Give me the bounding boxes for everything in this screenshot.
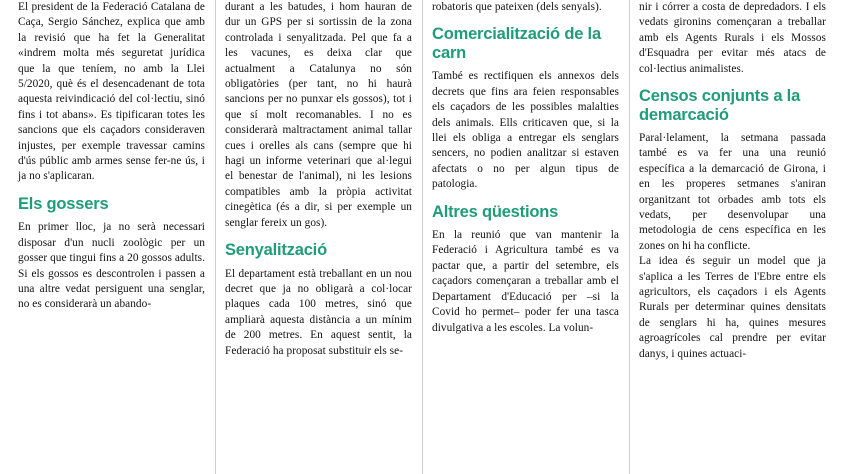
paragraph: En primer lloc, ja no serà necessari disposar d'un nucli zoològic per un gosser que tingui fins a 20 gossos adults. Si els gossos es descontrolen i passen a una altre vedat persiguent una senglar, no es considerarà un abando-	[18, 221, 205, 311]
paragraph: nir i córrer a costa de depredadors. I els vedats gironins començaran a treballar amb els Agents Rurals i els Mossos d'Esquadra per evitar més atacs de col·lectius animalistes.	[639, 1, 826, 75]
paragraph: durant a les batudes, i hom hauran de dur un GPS per si sortissin de la zona controlada i senyalitzada. Pel que fa a les vacunes, es deixa clar que actualment a Catalunya no són obligatòries (per tant, no hi haurà sancions per no punxar els gossos), tot i que sí molt recomanables. I no es considerarà maltractament animal tallar cues i orelles als cans (sempre que hi hagi un informe veterinari que al·legui el benestar de l'animal), ni les lesions compatibles amb la pròpia activitat cinegètica (és a dir, si per exemple un senglar fereix un gos).	[225, 1, 412, 229]
article-column-1	[8, 0, 215, 474]
section-heading-senyalitzacio: Senyalització	[225, 241, 327, 260]
section-heading-els-gossers: Els gossers	[18, 194, 109, 213]
paragraph: En la reunió que van mantenir la Federació i Agricultura també es va pactar que, a partir del setembre, els caçadors començaran a treballar amb el Departament d'Educació per –si la Covid ho permet– poder fer una tasca divulgativa a les escoles. La volun-	[432, 229, 619, 334]
paragraph: El departament està treballant en un nou decret que ja no obligarà a col·locar plaques cada 100 metres, sinó que ampliarà aquesta distància a un mínim de 200 metres. En aquest sentit, la Federació ha proposat substituir els se-	[225, 267, 412, 357]
paragraph: El president de la Federació Catalana de Caça, Sergio Sánchez, explica que amb la revisió que ha fet la Generalitat «indrem molta més seguretat jurídica que la que teníem, no amb la Llei 5/2020, què és el desencadenant de tota aquesta reivindicació del col·lectiu, sinó fins i tot abans». Es tipificaran totes les sancions que els caçadors consideraven injustes, per exemple travessar camins d'ús públic amb armes sense fer-ne ús, i ja no s'aplicaran.	[18, 1, 205, 183]
paragraph: Paral·lelament, la setmana passada també es va fer una una reunió específica a la demarcació de Girona, i en les properes setmanes s'aniran organitzant tot orbades amb tots els vedats, per desenvolupar una metodologia de cens específica en les zones on hi ha conflicte.	[639, 131, 826, 252]
paragraph: També es rectifiquen els annexos dels decrets que fins ara feien responsables els caçadors de les possibles malalties dels animals. Ells criticaven que, si la llei els obliga a entregar els senglars sencers, no podien analitzar si estaven afectats o no per algun tipus de patologia.	[432, 70, 619, 191]
section-heading-censos-conjunts: Censos conjunts a la demarcació	[639, 87, 801, 124]
article-column-2	[215, 0, 422, 474]
paragraph: robatoris que pateixen (dels senyals).	[432, 1, 602, 13]
article-column-3	[422, 0, 629, 474]
article-column-4	[629, 0, 836, 474]
paragraph: La idea és seguir un model que ja s'aplica a les Terres de l'Ebre entre els agricultors, els caçadors i els Agents Rurals per determinar quines densitats de senglars hi ha, quines mesures agroagrícoles cal prendre per evitar danys, i quines actuaci-	[639, 255, 826, 360]
section-heading-altres-questions: Altres qüestions	[432, 202, 559, 221]
section-heading-comercialitzacio-de-la-carn: Comercialització de la carn	[432, 25, 601, 62]
